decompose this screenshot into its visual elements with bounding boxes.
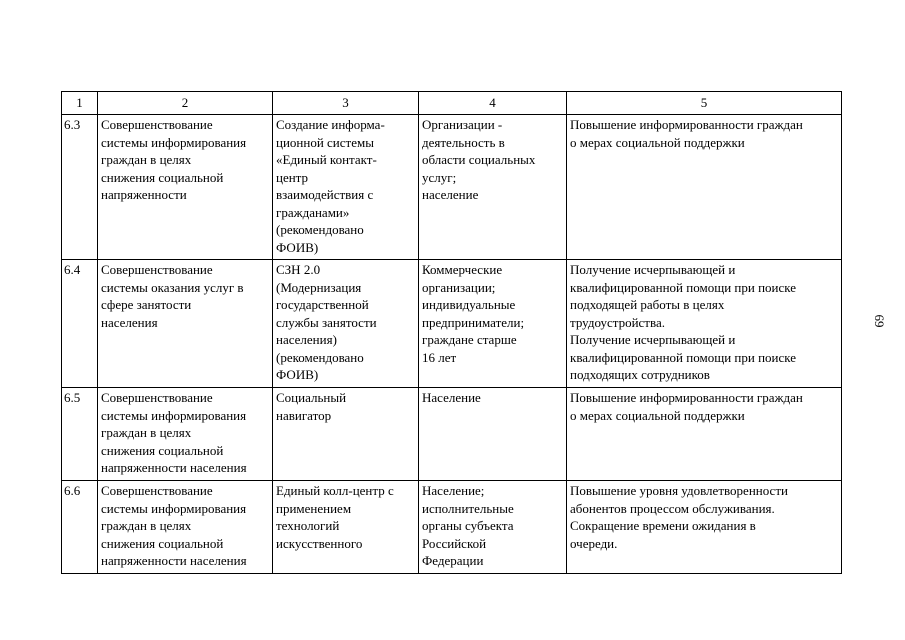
table-row [62,388,842,481]
result-cell: Получение исчерпывающей и квалифицированной помощи при поиске подходящей работы в целях трудоустройства. Получение исчерпывающей и квалифицированной помощи при поиске подходящих сотрудников [567,260,842,388]
table-header-row [62,92,842,115]
result-cell: Повышение информированности граждан о мерах социальной поддержки [567,115,842,260]
result-cell: Повышение информированности граждан о мерах социальной поддержки [567,388,842,481]
row-number-cell: 6.5 [62,388,98,481]
measures-table [61,91,842,574]
system-cell: Социальный навигатор [273,388,419,481]
measure-cell: Совершенствование системы информирования граждан в целях снижения социальной напряженности населения [98,388,273,481]
users-cell: Организации - деятельность в области социальных услуг; население [419,115,567,260]
result-cell: Повышение уровня удовлетворенности абонентов процессом обслуживания. Сокращение времени ожидания в очереди. [567,481,842,574]
header-cell-2: 2 [98,92,273,115]
table-row [62,260,842,388]
users-cell: Население [419,388,567,481]
header-cell-1: 1 [62,92,98,115]
table-row [62,481,842,574]
system-cell: Создание информа- ционной системы «Единый контакт- центр взаимодействия с гражданами» (рекомендовано ФОИВ) [273,115,419,260]
table-row [62,115,842,260]
measure-cell: Совершенствование системы информирования граждан в целях снижения социальной напряженности населения [98,481,273,574]
header-cell-5: 5 [567,92,842,115]
users-cell: Население; исполнительные органы субъекта Российской Федерации [419,481,567,574]
page-number: 69 [872,314,887,328]
measure-cell: Совершенствование системы информирования граждан в целях снижения социальной напряженности [98,115,273,260]
row-number-cell: 6.4 [62,260,98,388]
measure-cell: Совершенствование системы оказания услуг в сфере занятости населения [98,260,273,388]
row-number-cell: 6.6 [62,481,98,574]
header-cell-4: 4 [419,92,567,115]
header-cell-3: 3 [273,92,419,115]
system-cell: СЗН 2.0 (Модернизация государственной службы занятости населения) (рекомендовано ФОИВ) [273,260,419,388]
system-cell: Единый колл-центр с применением технологий искусственного [273,481,419,574]
row-number-cell: 6.3 [62,115,98,260]
users-cell: Коммерческие организации; индивидуальные предприниматели; граждане старше 16 лет [419,260,567,388]
